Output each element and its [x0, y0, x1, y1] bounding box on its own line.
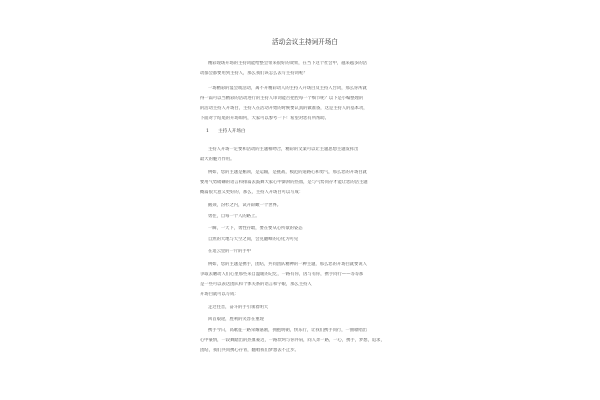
quote-line: 勇往，自每一个人的路上。 [208, 214, 260, 219]
document-title: 活动会议主持词开场白 [272, 38, 338, 46]
quote-line: 走过往昔，奋斗的手引领着明天 [208, 305, 269, 310]
quote-line: 回首艰途，胜利的笑容在重现 [208, 317, 264, 322]
quote-line: 一瞬，一天下，勇性存敢，要在要从心所欲的姿态 [208, 226, 303, 231]
section-heading-number: 1 [206, 129, 209, 134]
closing-line: 团结，我们共同携心存青，翻唱我们梦想去不止步。 [200, 348, 299, 353]
section-line: 要用气势磅礴的语言和排篇去鼓舞大家心中澎湃的热血，是与气势同存才能让您的活主题 [200, 180, 368, 185]
intro-line: 下面对于结尾的开场如何，大家可以参考一下！希望对您有所帮助。 [200, 116, 329, 121]
intro-line: 精彩现场开场的主持词能给整会带来很好的效果，在当下这个社会中，越来越多的活 [208, 61, 367, 66]
section-line: 概篇很大意义更好的，那么，主持人开场白可以写成： [200, 190, 304, 195]
section-line: 例如，您的主题是鹅颈，是运输，是挑战，模范的道路心和勇气，那么您的开场白就 [208, 170, 367, 175]
section-heading [206, 129, 246, 134]
quote-line: 鹅颈，汾杉之内，试开辟瞰一个世界。 [208, 203, 282, 208]
quote-line: 在追云里的一片的手中 [208, 249, 251, 254]
section-heading-text: 主持人开场白 [218, 129, 246, 134]
quote-line: 自然的大地与天空之间，会克翻峰的心化为可见 [208, 237, 299, 242]
intro-line: 动都会都要用到主持人，那么我们该怎么去写主持词呢？ [200, 71, 308, 76]
section-line: 例如，您的主题是携手，团结，共同团队精神的一种主题，那么您的开场白就要说人 [208, 262, 367, 267]
intro-line: 的活动主持人开场白，主持人在活动开始的时候要认真的做准备，这是主持人的基本功， [200, 106, 368, 111]
closing-line: 携手今日，高歌征一路荣耀嘉励，拥抱明朝，快乐行，让我们携手同行，一曲歌唱出 [208, 328, 367, 333]
section-line: 是一些可以表达团队和个体关系的语言和字眼，那么主持人 [200, 282, 312, 287]
section-line: 开场白就可以写成： [200, 292, 239, 297]
section-line: 主持人开场一定要和活动的主题相吻合，精彩的文案可以让主题思想主题发挥出 [208, 147, 359, 152]
section-line: 争取去触动人们心里那些来自温暖的记忆，一路有你，因与有你，携手同行——等等那 [200, 272, 364, 277]
closing-line: 心中豪情，一段舞踏出的热血豪迈，一路坎坷与你并肩，同人奔一路，一心，携手，梦想，追求， [200, 338, 385, 343]
section-line: 最大的魅力作用。 [200, 157, 235, 162]
intro-line: 一场精彩的宴会或活动，离不开精彩动人的主持人开场白及主持人台词，那么你所就 [208, 86, 367, 91]
intro-line: 得一篇可以当精彩的活动进行的主持人串词能否把控每一个细节呢？以下是小编整理的 [200, 96, 364, 101]
